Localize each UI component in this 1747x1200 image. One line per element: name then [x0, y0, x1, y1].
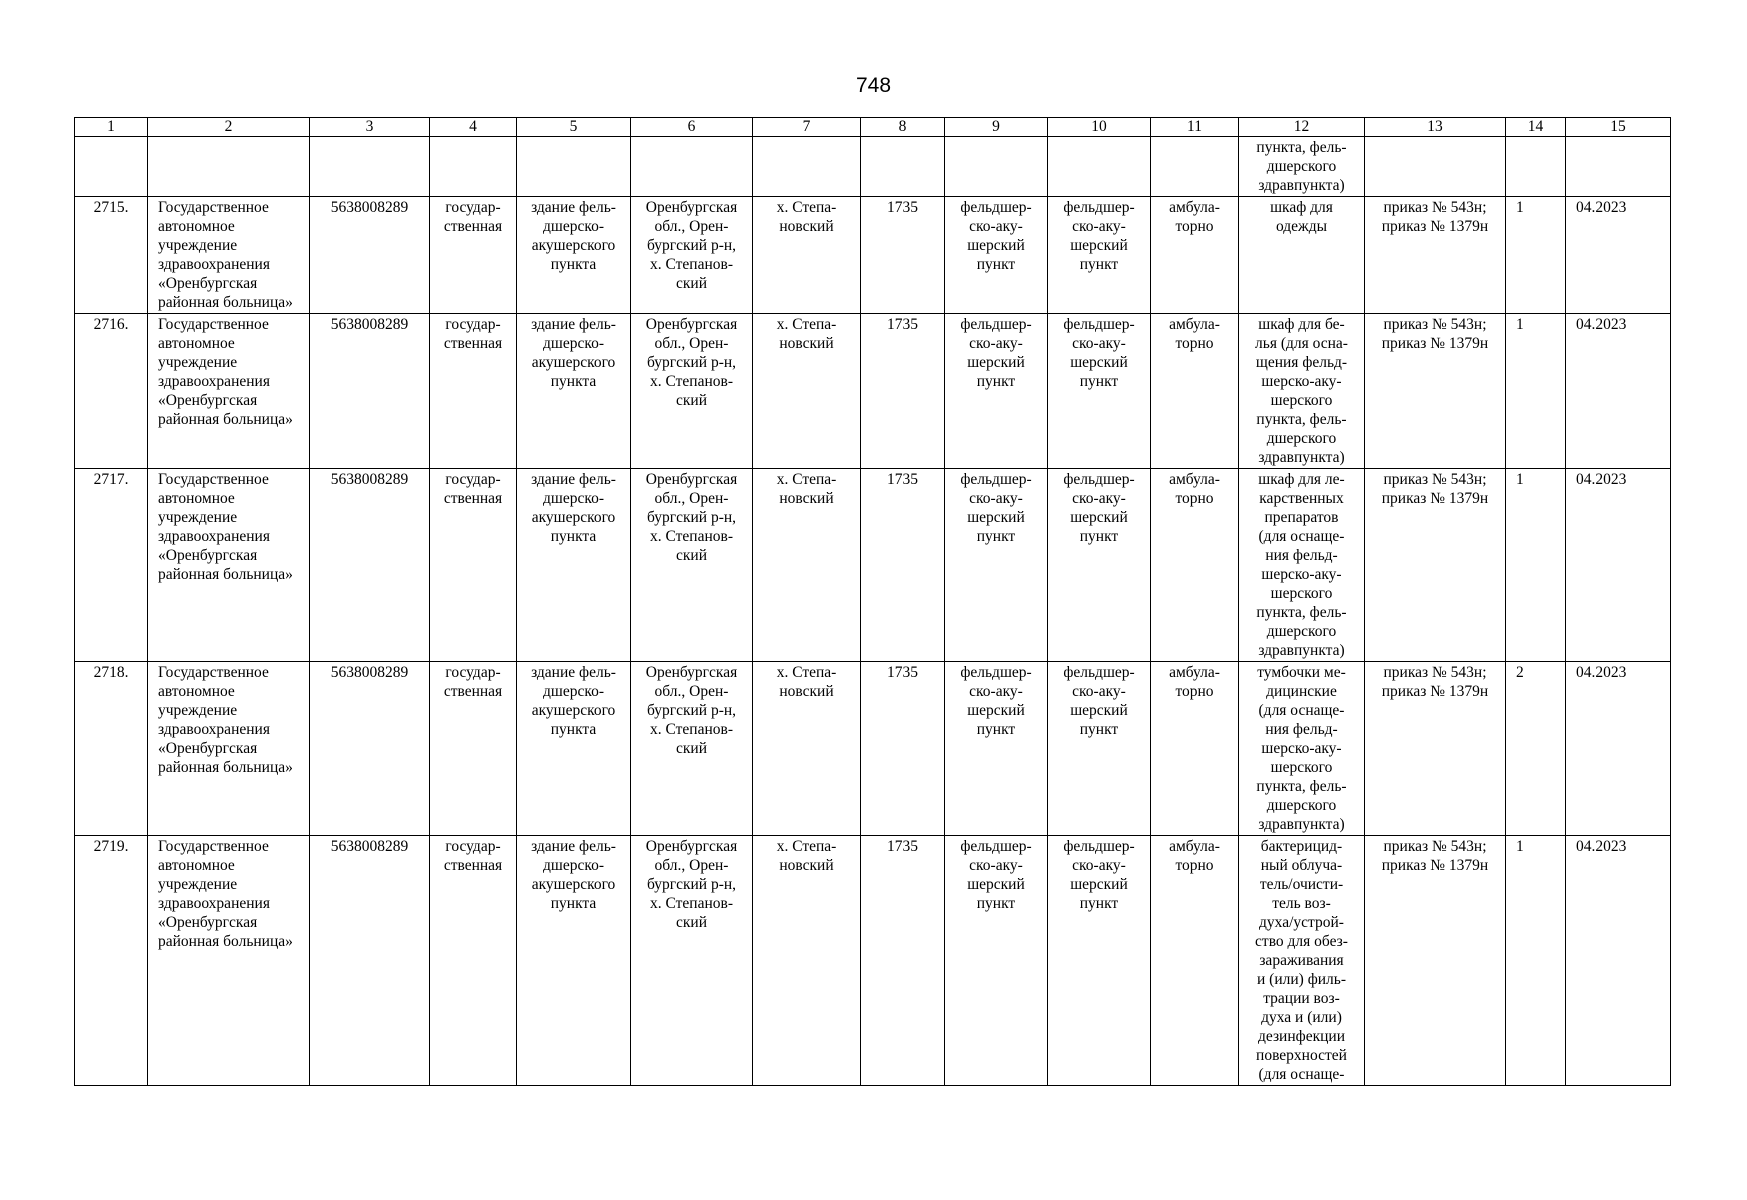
table-row [75, 469, 1671, 662]
organization-cell: Государственное автономное учреждение здравоохранения «Оренбургская районная больница» [148, 469, 310, 662]
page-number: 748 [855, 74, 892, 97]
quantity-cell: 2 [1506, 662, 1566, 836]
organization-cell: Государственное автономное учреждение здравоохранения «Оренбургская районная больница» [148, 197, 310, 314]
organization-cell: Государственное автономное учреждение здравоохранения «Оренбургская районная больница» [148, 314, 310, 469]
population-cell: 1735 [861, 197, 945, 314]
quantity-cell: 1 [1506, 469, 1566, 662]
population-cell: 1735 [861, 662, 945, 836]
row-number: 2718. [75, 662, 148, 836]
building-cell: здание фель- дшерско- акушерского пункта [517, 469, 631, 662]
care-mode-cell: амбула- торно [1151, 314, 1239, 469]
equipment-cell: пункта, фель- дшерского здравпункта) [1239, 137, 1365, 197]
equipment-cell: шкаф для бе- лья (для осна- щения фельд- шерско-аку- шерского пункта, фель- дшерского здравпункта) [1239, 314, 1365, 469]
ownership-cell: государ- ственная [430, 314, 517, 469]
continuation-row [75, 137, 1671, 197]
settlement-cell: х. Степа- новский [753, 836, 861, 1086]
care-mode-cell: амбула- торно [1151, 836, 1239, 1086]
date-cell: 04.2023 [1566, 836, 1671, 1086]
inn-cell: 5638008289 [310, 662, 430, 836]
ownership-cell: государ- ственная [430, 197, 517, 314]
column-header: 14 [1506, 118, 1566, 137]
facility-type-cell: фельдшер- ско-аку- шерский пункт [945, 662, 1048, 836]
quantity-cell: 1 [1506, 197, 1566, 314]
building-cell: здание фель- дшерско- акушерского пункта [517, 836, 631, 1086]
inn-cell: 5638008289 [310, 836, 430, 1086]
settlement-cell: х. Степа- новский [753, 662, 861, 836]
equipment-cell: шкаф для ле- карственных препаратов (для оснаще- ния фельд- шерско-аку- шерского пункта, фель- дшерского здравпункта) [1239, 469, 1365, 662]
equipment-cell: бактерицид- ный облуча- тель/очисти- тель воз- духа/устрой- ство для обез- зараживания и (или) филь- трации воз- духа и (или) дезинфекции поверхностей (для оснаще- [1239, 836, 1365, 1086]
inn-cell: 5638008289 [310, 469, 430, 662]
organization-cell: Государственное автономное учреждение здравоохранения «Оренбургская районная больница» [148, 836, 310, 1086]
column-header: 4 [430, 118, 517, 137]
address-cell: Оренбургская обл., Орен- бургский р-н, х. Степанов- ский [631, 469, 753, 662]
facility-type-cell: фельдшер- ско-аку- шерский пункт [945, 197, 1048, 314]
facility-type-cell: фельдшер- ско-аку- шерский пункт [945, 836, 1048, 1086]
order-cell: приказ № 543н; приказ № 1379н [1365, 469, 1506, 662]
organization-cell: Государственное автономное учреждение здравоохранения «Оренбургская районная больница» [148, 662, 310, 836]
table-row [75, 836, 1671, 1086]
column-header: 13 [1365, 118, 1506, 137]
column-header: 15 [1566, 118, 1671, 137]
address-cell: Оренбургская обл., Орен- бургский р-н, х. Степанов- ский [631, 314, 753, 469]
column-header: 12 [1239, 118, 1365, 137]
column-header: 3 [310, 118, 430, 137]
address-cell: Оренбургская обл., Орен- бургский р-н, х. Степанов- ский [631, 197, 753, 314]
row-number: 2715. [75, 197, 148, 314]
date-cell: 04.2023 [1566, 662, 1671, 836]
care-mode-cell: амбула- торно [1151, 197, 1239, 314]
unit-type-cell: фельдшер- ско-аку- шерский пункт [1048, 662, 1151, 836]
row-number: 2717. [75, 469, 148, 662]
unit-type-cell: фельдшер- ско-аку- шерский пункт [1048, 469, 1151, 662]
ownership-cell: государ- ственная [430, 662, 517, 836]
column-header: 9 [945, 118, 1048, 137]
building-cell: здание фель- дшерско- акушерского пункта [517, 314, 631, 469]
table-row [75, 662, 1671, 836]
table-row [75, 314, 1671, 469]
quantity-cell: 1 [1506, 836, 1566, 1086]
building-cell: здание фель- дшерско- акушерского пункта [517, 197, 631, 314]
care-mode-cell: амбула- торно [1151, 662, 1239, 836]
settlement-cell: х. Степа- новский [753, 197, 861, 314]
order-cell: приказ № 543н; приказ № 1379н [1365, 662, 1506, 836]
settlement-cell: х. Степа- новский [753, 469, 861, 662]
inn-cell: 5638008289 [310, 197, 430, 314]
column-header: 5 [517, 118, 631, 137]
address-cell: Оренбургская обл., Орен- бургский р-н, х. Степанов- ский [631, 836, 753, 1086]
column-header: 2 [148, 118, 310, 137]
unit-type-cell: фельдшер- ско-аку- шерский пункт [1048, 836, 1151, 1086]
equipment-cell: шкаф для одежды [1239, 197, 1365, 314]
ownership-cell: государ- ственная [430, 469, 517, 662]
column-header: 10 [1048, 118, 1151, 137]
equipment-cell: тумбочки ме- дицинские (для оснаще- ния фельд- шерско-аку- шерского пункта, фель- дшерского здравпункта) [1239, 662, 1365, 836]
date-cell: 04.2023 [1566, 197, 1671, 314]
column-number-row [75, 118, 1671, 137]
population-cell: 1735 [861, 469, 945, 662]
facility-type-cell: фельдшер- ско-аку- шерский пункт [945, 469, 1048, 662]
order-cell: приказ № 543н; приказ № 1379н [1365, 197, 1506, 314]
inn-cell: 5638008289 [310, 314, 430, 469]
column-header: 6 [631, 118, 753, 137]
unit-type-cell: фельдшер- ско-аку- шерский пункт [1048, 197, 1151, 314]
order-cell: приказ № 543н; приказ № 1379н [1365, 836, 1506, 1086]
column-header: 11 [1151, 118, 1239, 137]
date-cell: 04.2023 [1566, 314, 1671, 469]
registry-table [74, 117, 1671, 1086]
building-cell: здание фель- дшерско- акушерского пункта [517, 662, 631, 836]
population-cell: 1735 [861, 314, 945, 469]
column-header: 1 [75, 118, 148, 137]
population-cell: 1735 [861, 836, 945, 1086]
column-header: 8 [861, 118, 945, 137]
row-number: 2719. [75, 836, 148, 1086]
column-header: 7 [753, 118, 861, 137]
row-number: 2716. [75, 314, 148, 469]
date-cell: 04.2023 [1566, 469, 1671, 662]
settlement-cell: х. Степа- новский [753, 314, 861, 469]
table-row [75, 197, 1671, 314]
unit-type-cell: фельдшер- ско-аку- шерский пункт [1048, 314, 1151, 469]
address-cell: Оренбургская обл., Орен- бургский р-н, х. Степанов- ский [631, 662, 753, 836]
quantity-cell: 1 [1506, 314, 1566, 469]
care-mode-cell: амбула- торно [1151, 469, 1239, 662]
ownership-cell: государ- ственная [430, 836, 517, 1086]
order-cell: приказ № 543н; приказ № 1379н [1365, 314, 1506, 469]
facility-type-cell: фельдшер- ско-аку- шерский пункт [945, 314, 1048, 469]
